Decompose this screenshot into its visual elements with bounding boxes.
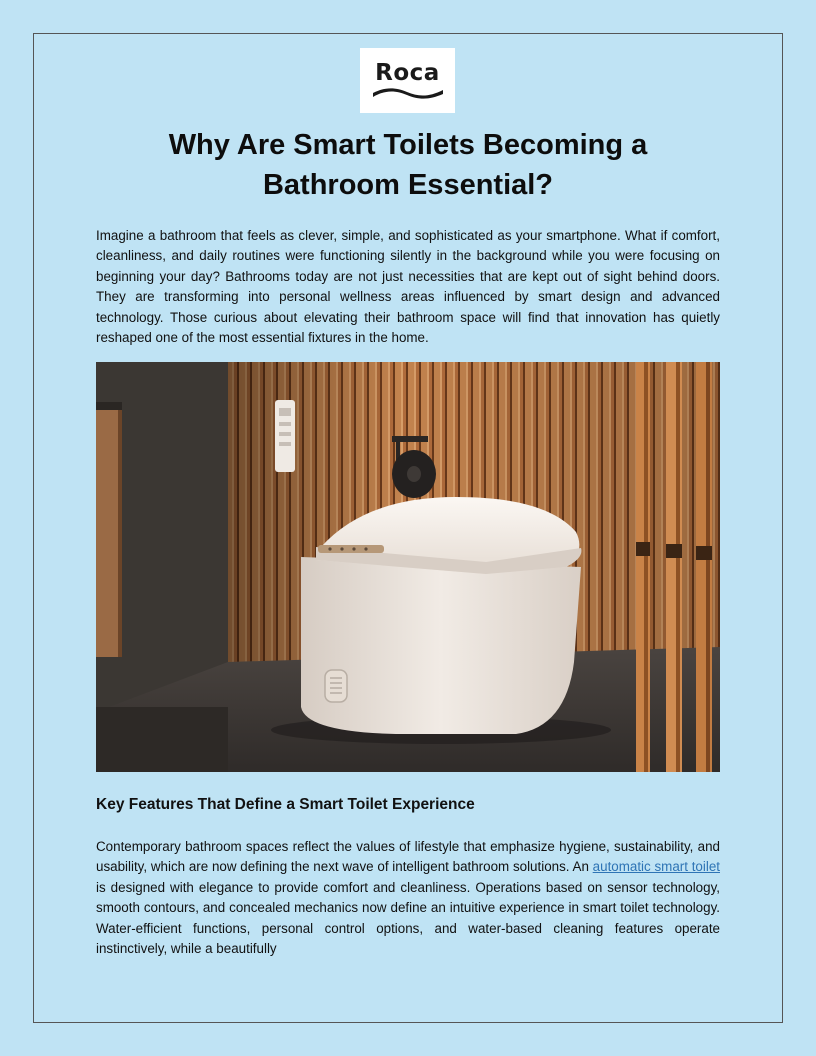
title-line-2: Bathroom Essential? xyxy=(262,169,554,201)
roca-logo xyxy=(360,48,455,113)
section-heading: Key Features That Define a Smart Toilet Experience xyxy=(96,796,475,813)
logo-wordmark: Roca xyxy=(375,60,440,86)
page-title xyxy=(96,125,720,205)
section-text-after-link: is designed with elegance to provide comfort and cleanliness. Operations based on sensor technology, smooth contours, and concealed mechanics now define an intuitive experience in smart toilet technology. Water-efficient functions, personal control options, and water-based cleaning features operate instinctively, while a beautifully xyxy=(96,879,720,957)
section-paragraph xyxy=(96,837,720,959)
intro-paragraph: Imagine a bathroom that feels as clever, simple, and sophisticated as your smartphone. What if comfort, cleanliness, and daily routines were functioning silently in the background while you were focusing on beginning your day? Bathrooms today are not just necessities that are kept out of sight behind doors. They are transforming into personal wellness areas influenced by smart design and advanced technology. Those curious about elevating their bathroom space will find that innovation has quietly reshaped one of the most essential fixtures in the home. xyxy=(96,228,720,346)
logo-wave-icon xyxy=(371,87,445,99)
smart-toilet-photo xyxy=(96,362,720,772)
title-line-1: Why Are Smart Toilets Becoming a xyxy=(168,129,648,161)
automatic-smart-toilet-link[interactable]: automatic smart toilet xyxy=(592,859,720,875)
section-text-before-link: Contemporary bathroom spaces reflect the values of lifestyle that emphasize hygiene, sustainability, and usability, which are now defining the next wave of intelligent bathroom solutions. An xyxy=(96,839,720,875)
